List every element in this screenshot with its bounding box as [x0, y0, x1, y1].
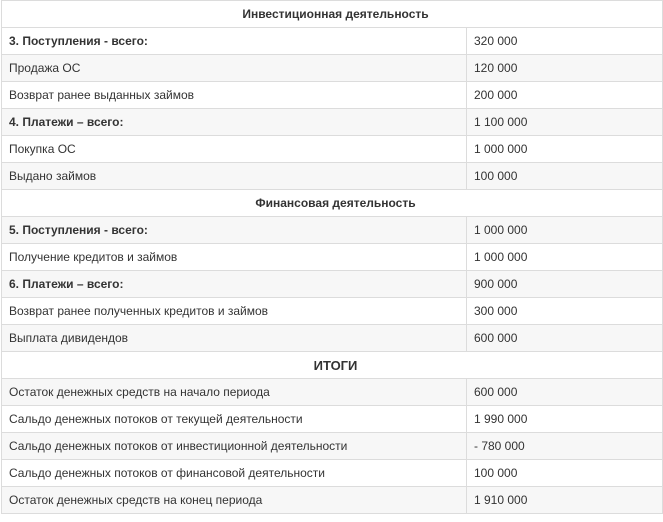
row-value: 1 100 000: [467, 109, 663, 136]
row-value: 1 990 000: [467, 406, 663, 433]
row-label: Возврат ранее полученных кредитов и займов: [2, 298, 467, 325]
row-label: Покупка ОС: [2, 136, 467, 163]
table-row: [2, 271, 663, 298]
section-header-row: [2, 352, 663, 379]
row-value: - 780 000: [467, 433, 663, 460]
table-row: [2, 136, 663, 163]
row-value: 1 000 000: [467, 136, 663, 163]
section-header-row: [2, 1, 663, 28]
row-value: 600 000: [467, 325, 663, 352]
row-label: Получение кредитов и займов: [2, 244, 467, 271]
row-value: 200 000: [467, 82, 663, 109]
table-row: [2, 109, 663, 136]
row-label: 3. Поступления - всего:: [2, 28, 467, 55]
table-row: [2, 460, 663, 487]
table-row: [2, 28, 663, 55]
table-row: [2, 244, 663, 271]
table-row: [2, 487, 663, 514]
row-label: 6. Платежи – всего:: [2, 271, 467, 298]
section-title-investment: Инвестиционная деятельность: [2, 1, 663, 28]
section-title-totals: ИТОГИ: [2, 352, 663, 379]
row-label: Остаток денежных средств на конец периода: [2, 487, 467, 514]
cash-flow-table: [1, 0, 663, 514]
row-value: 100 000: [467, 163, 663, 190]
row-value: 120 000: [467, 55, 663, 82]
row-label: Сальдо денежных потоков от текущей деятельности: [2, 406, 467, 433]
row-value: 1 910 000: [467, 487, 663, 514]
row-label: Возврат ранее выданных займов: [2, 82, 467, 109]
table-row: [2, 433, 663, 460]
row-value: 1 000 000: [467, 244, 663, 271]
table-row: [2, 55, 663, 82]
row-label: Продажа ОС: [2, 55, 467, 82]
table-row: [2, 406, 663, 433]
section-title-financial: Финансовая деятельность: [2, 190, 663, 217]
row-label: 4. Платежи – всего:: [2, 109, 467, 136]
row-label: Выдано займов: [2, 163, 467, 190]
table-row: [2, 379, 663, 406]
row-label: Сальдо денежных потоков от инвестиционной деятельности: [2, 433, 467, 460]
section-header-row: [2, 190, 663, 217]
table-row: [2, 298, 663, 325]
row-label: Сальдо денежных потоков от финансовой деятельности: [2, 460, 467, 487]
table-row: [2, 82, 663, 109]
table-row: [2, 217, 663, 244]
row-label: Выплата дивидендов: [2, 325, 467, 352]
row-label: 5. Поступления - всего:: [2, 217, 467, 244]
row-value: 100 000: [467, 460, 663, 487]
row-value: 320 000: [467, 28, 663, 55]
table-row: [2, 163, 663, 190]
row-label: Остаток денежных средств на начало периода: [2, 379, 467, 406]
row-value: 900 000: [467, 271, 663, 298]
row-value: 600 000: [467, 379, 663, 406]
row-value: 300 000: [467, 298, 663, 325]
table-row: [2, 325, 663, 352]
row-value: 1 000 000: [467, 217, 663, 244]
